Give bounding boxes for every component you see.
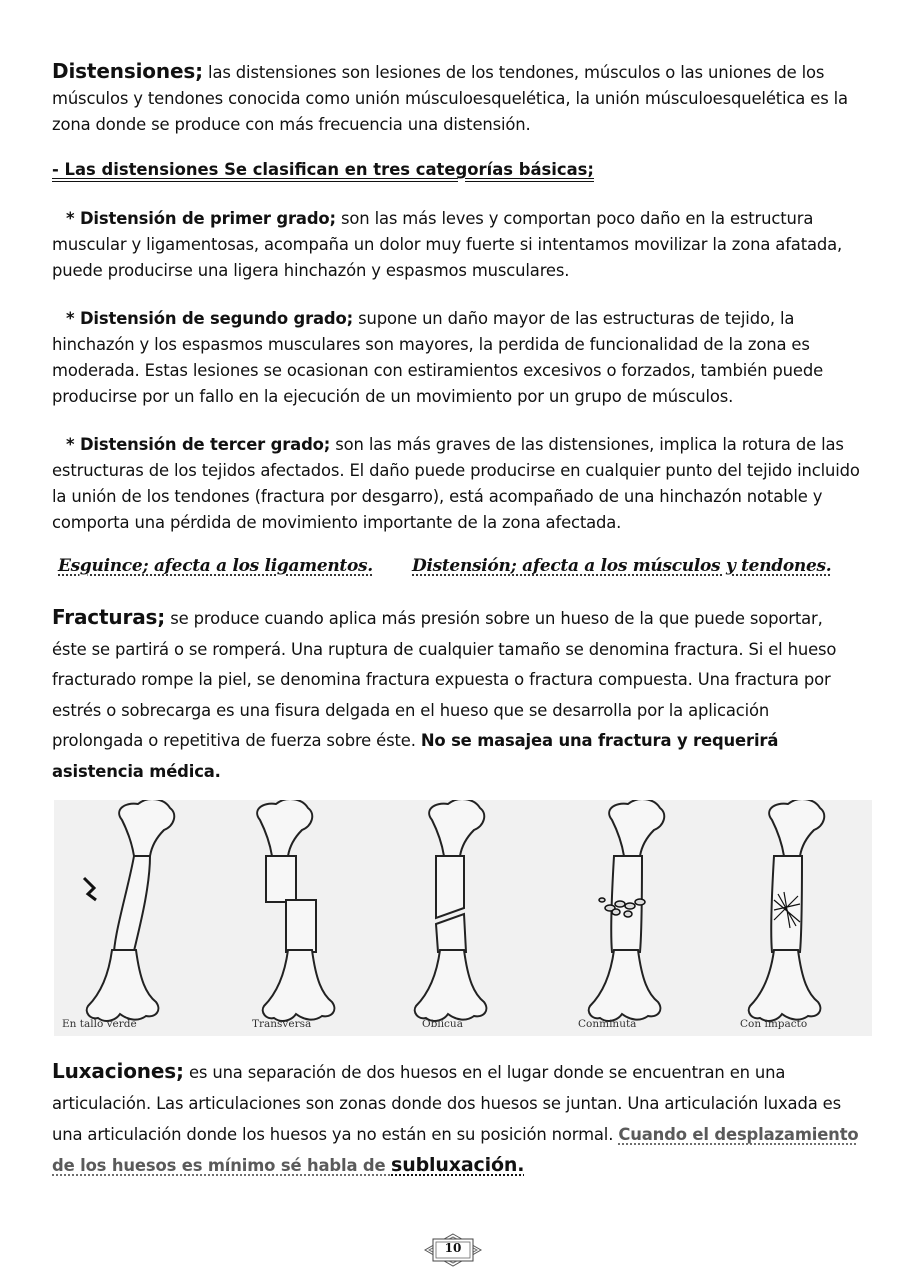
grade-2-label: * Distensión de segundo grado; — [66, 309, 354, 328]
caption-comminuted: Conminuta — [578, 1018, 637, 1030]
grade-3-paragraph — [52, 432, 860, 536]
esguince-definition: Esguince; afecta a los ligamentos. — [58, 556, 373, 576]
caption-oblique: Oblicua — [422, 1018, 463, 1030]
distensiones-title: Distensiones; — [52, 59, 203, 83]
grade-1-label: * Distensión de primer grado; — [66, 209, 336, 228]
distension-definition: Distensión; afecta a los músculos y tendones. — [412, 556, 832, 576]
grade-3-label: * Distensión de tercer grado; — [66, 435, 331, 454]
luxaciones-title: Luxaciones; — [52, 1059, 184, 1083]
fracturas-title: Fracturas; — [52, 605, 166, 629]
fracturas-paragraph — [52, 602, 860, 787]
caption-greenstick: En tallo verde — [62, 1018, 137, 1030]
page-number-badge — [423, 1233, 483, 1267]
grade-2-paragraph — [52, 306, 860, 410]
bone-transverse — [257, 800, 334, 1021]
grade-1-paragraph — [52, 206, 860, 284]
caption-impacted: Con impacto — [740, 1018, 808, 1030]
subluxation-note: Cuando el desplazamiento de los huesos es mínimo sé habla de — [52, 1125, 859, 1175]
luxaciones-text: es una separación de dos huesos en el lugar donde se encuentran en una articulación. Las articulaciones son zonas donde dos huesos se juntan. Una articulación luxada es una articulación donde los huesos ya no están en su posición normal. — [52, 1063, 841, 1144]
grade-1-text: son las más leves y comportan poco daño en la estructura muscular y ligamentosas, acompaña un dolor muy fuerte si intentamos movilizar la zona afatada, puede producirse una ligera hinchazón y espasmos musculares. — [52, 209, 843, 280]
distensiones-paragraph — [52, 58, 860, 138]
classification-heading: - Las distensiones Se clasifican en tres categorías básicas; — [52, 160, 594, 179]
subluxation-term: subluxación. — [391, 1154, 525, 1176]
bone-impacted — [749, 800, 825, 1021]
fracture-types-figure — [54, 800, 872, 1036]
fracturas-text: se produce cuando aplica más presión sobre un hueso de la que puede soportar, éste se partirá o se romperá. Una ruptura de cualquier tamaño se denomina fractura. Si el hueso fracturado rompe la piel, se denomina fractura expuesta o fractura compuesta. Una fractura por estrés o sobrecarga es una fisura delgada en el hueso que se desarrolla por la aplicación prolongada o repetitiva de fuerza sobre éste. — [52, 609, 837, 750]
bone-oblique — [415, 800, 487, 1021]
caption-transverse: Transversa — [252, 1018, 312, 1030]
fracture-illustration — [54, 800, 872, 1036]
bone-greenstick — [84, 800, 174, 1021]
bone-comminuted — [589, 800, 665, 1021]
grade-2-text: supone un daño mayor de las estructuras de tejido, la hinchazón y los espasmos musculares son mayores, la perdida de funcionalidad de la zona es moderada. Estas lesiones se ocasionan con estiramientos excesivos o forzados, también puede producirse por un fallo en la ejecución de un movimiento por un grupo de músculos. — [52, 309, 824, 406]
fracturas-bold-note: No se masajea una fractura y requerirá asistencia médica. — [52, 731, 779, 781]
luxaciones-paragraph — [52, 1056, 860, 1181]
page-number: 10 — [444, 1241, 462, 1255]
distensiones-text: las distensiones son lesiones de los tendones, músculos o las uniones de los músculos y tendones conocida como unión músculoesquelética, la unión músculoesquelética es la zona donde se produce con más frecuencia una distensión. — [52, 63, 848, 134]
grade-3-text: son las más graves de las distensiones, implica la rotura de las estructuras de los tejidos afectados. El daño puede producirse en cualquier punto del tejido incluido la unión de los tendones (fractura por desgarro), está acompañado de una hinchazón notable y comporta una pérdida de movimiento importante de la zona afectada. — [52, 435, 860, 532]
